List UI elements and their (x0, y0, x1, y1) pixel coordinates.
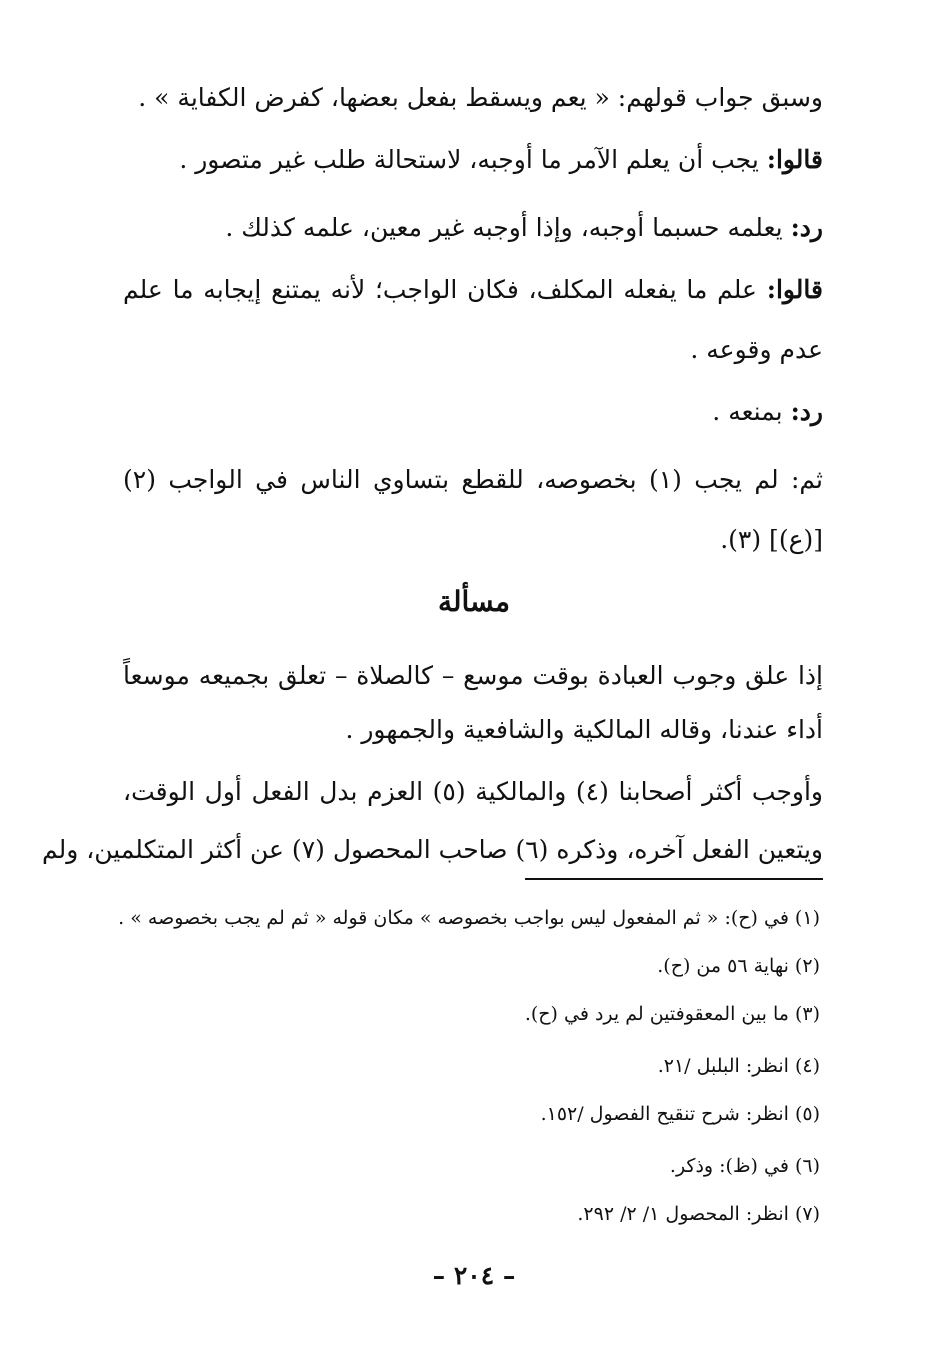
paragraph-3-text: يعلمه حسبما أوجبه، وإذا أوجبه غير معين، علمه كذلك . (225, 213, 791, 242)
qalu-label: قالوا: (766, 275, 823, 304)
section-paragraph-2-text-line-2: ويتعين الفعل آخره، وذكره (٦) صاحب المحصول (٧) عن أكثر المتكلمين، ولم (41, 835, 823, 864)
radd-label: رد: (790, 397, 823, 426)
footnote-3: (٣) ما بين المعقوفتين لم يرد في (ح). (524, 1003, 820, 1025)
body-paragraph-6-line-2 (123, 520, 823, 560)
paragraph-4-text-line-1: علم ما يفعله المكلف، فكان الواجب؛ لأنه يمتنع إيجابه ما علم (123, 275, 767, 304)
section-paragraph-2-line-1 (123, 772, 823, 812)
section-paragraph-1-line-1 (123, 656, 823, 696)
footnote-7: (٧) انظر: المحصول ١/ ٢/ ٢٩٢. (577, 1203, 820, 1225)
body-paragraph-3 (123, 208, 823, 248)
section-paragraph-1-text-line-2: أداء عندنا، وقاله المالكية والشافعية والجمهور . (345, 715, 823, 744)
paragraph-5-text: بمنعه . (712, 397, 791, 426)
section-paragraph-2-line-2 (41, 830, 823, 870)
footnote-2: (٢) نهاية ٥٦ من (ح). (657, 955, 820, 977)
qalu-label: قالوا: (766, 145, 823, 174)
page-number: – ٢٠٤ – (432, 1261, 516, 1290)
paragraph-6-text-line-2: [(ع)] (٣). (720, 525, 823, 554)
body-paragraph-2 (123, 140, 823, 180)
radd-label: رد: (790, 213, 823, 242)
footnote-6: (٦) في (ظ): وذكر. (669, 1155, 820, 1177)
body-paragraph-6-line-1 (123, 460, 823, 500)
body-line-1 (123, 78, 823, 118)
body-paragraph-4-line-2 (123, 330, 823, 370)
paragraph-4-text-line-2: عدم وقوعه . (690, 335, 823, 364)
body-paragraph-5 (123, 392, 823, 432)
section-paragraph-1-text-line-1: إذا علق وجوب العبادة بوقت موسع – كالصلاة – تعلق بجميعه موسعاً (123, 661, 823, 690)
footnote-5: (٥) انظر: شرح تنقيح الفصول /١٥٢. (540, 1103, 820, 1125)
section-paragraph-1-line-2 (123, 710, 823, 750)
footnote-4: (٤) انظر: البلبل /٢١. (657, 1055, 820, 1077)
section-heading: مسألة (437, 585, 511, 618)
section-paragraph-2-text-line-1: وأوجب أكثر أصحابنا (٤) والمالكية (٥) العزم بدل الفعل أول الوقت، (123, 777, 823, 806)
paragraph-6-text-line-1: ثم: لم يجب (١) بخصوصه، للقطع بتساوي الناس في الواجب (٢) (123, 465, 823, 494)
paragraph-2-text: يجب أن يعلم الآمر ما أوجبه، لاستحالة طلب غير متصور . (179, 145, 767, 174)
body-line-1-text: وسبق جواب قولهم: « يعم ويسقط بفعل بعضها، كفرض الكفاية » . (138, 83, 823, 112)
footnote-separator (525, 878, 823, 880)
footnote-1: (١) في (ح): « ثم المفعول ليس بواجب بخصوصه » مكان قوله « ثم لم يجب بخصوصه » . (118, 907, 820, 929)
body-paragraph-4-line-1 (123, 270, 823, 310)
